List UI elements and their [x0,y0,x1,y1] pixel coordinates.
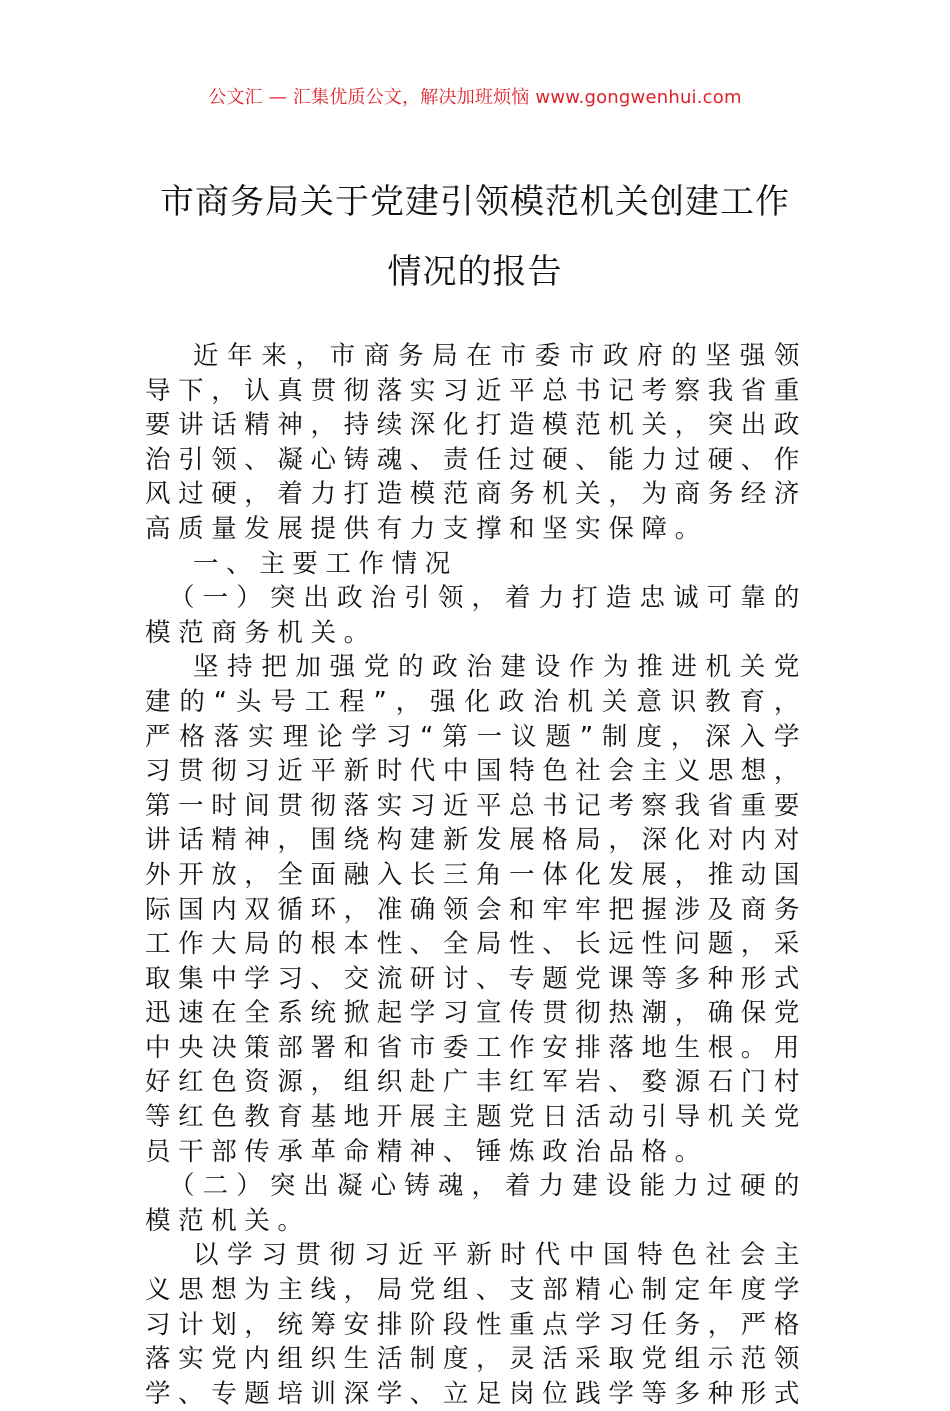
website-banner: 公文汇 — 汇集优质公文，解决加班烦恼 www.gongwenhui.com [208,87,742,108]
subsection-heading-2: （二）突出凝心铸魂，着力建设能力过硬的模范机关。 [145,1171,807,1236]
section-heading-1: 一、主要工作情况 [193,548,458,579]
document-title-line-1: 市商务局关于党建引领模范机关创建工作 [160,182,790,222]
document-body [145,339,807,1411]
body-paragraph: 坚持把加强党的政治建设作为推进机关党建的“头号工程”，强化政治机关意识教育，严格落实理论学习“第一议题”制度，深入学习贯彻习近平新时代中国特色社会主义思想，第一时间贯彻落实习近平总书记考察我省重要讲话精神，围绕构建新发展格局，深化对内对外开放，全面融入长三角一体化发展，推动国际国内双循环，准确领会和牢牢把握涉及商务工作大局的根本性、全局性、长远性问题，采取集中学习、交流研讨、专题党课等多种形式迅速在全系统掀起学习宣传贯彻热潮，确保党中央决策部署和省市委工作安排落地生根。用好红色资源，组织赴广丰红军岩、婺源石门村等红色教育基地开展主题党日活动引导机关党员干部传承革命精神、锤炼政治品格。 [145,652,808,1167]
body-paragraph: 以学习贯彻习近平新时代中国特色社会主义思想为主线，局党组、支部精心制定年度学习计划，统筹安排阶段性重点学习任务，严格落实党内组织生活制度，灵活采取党组示范领学、专题培训深学、立足岗位践学等多种形式 [145,1240,808,1409]
intro-paragraph: 近年来，市商务局在市委市政府的坚强领导下，认真贯彻落实习近平总书记考察我省重要讲话精神，持续深化打造模范机关，突出政治引领、凝心铸魂、责任过硬、能力过硬、作风过硬，着力打造模范商务机关，为商务经济高质量发展提供有力支撑和坚实保障。 [145,341,808,544]
document-title-line-2: 情况的报告 [387,252,563,292]
subsection-heading-1: （一）突出政治引领，着力打造忠诚可靠的模范商务机关。 [145,583,807,648]
